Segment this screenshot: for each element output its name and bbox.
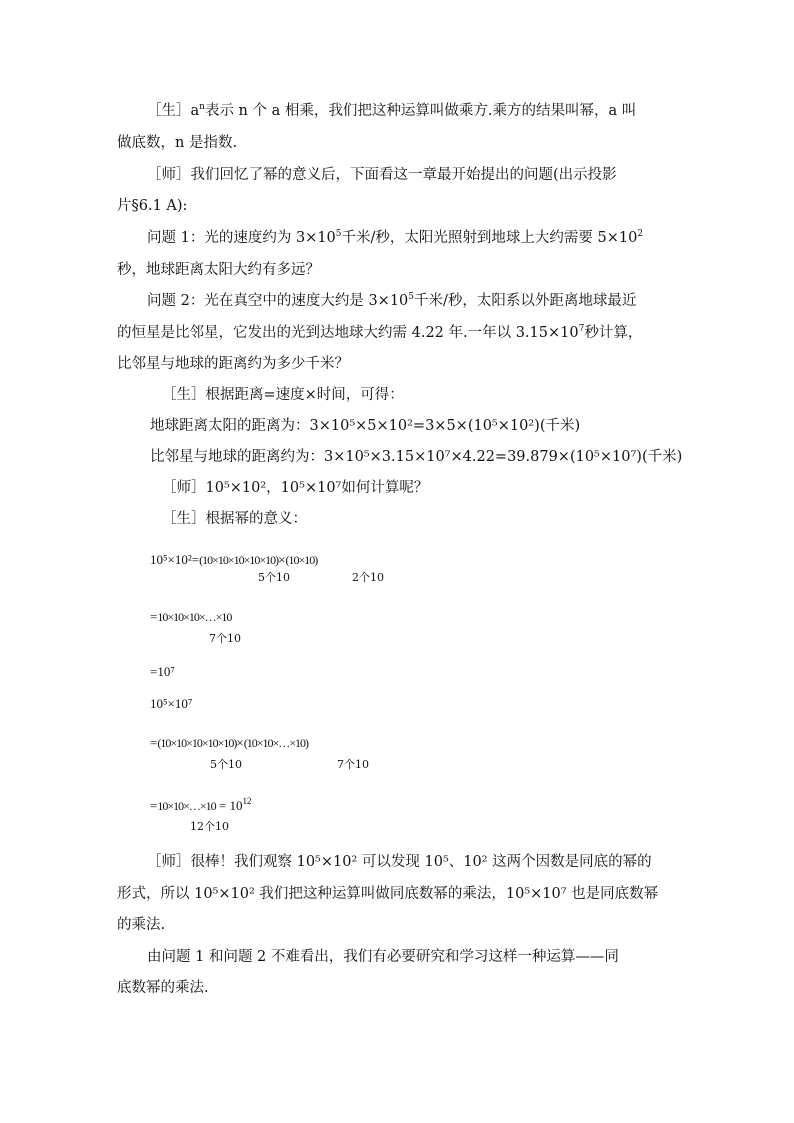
para-teacher-line2: 片§6.1 A):	[117, 198, 188, 214]
teacher-question-line: ［师］10⁵×10²，10⁵×10⁷如何计算呢？	[162, 480, 429, 496]
math-expansion-2	[150, 609, 231, 625]
superscript: 7	[578, 324, 585, 334]
superscript: 2	[637, 229, 644, 239]
math-group: 10×10×10×…×10	[157, 610, 232, 624]
math-operator: =	[150, 609, 158, 624]
math-text: 10⁵×10²=	[150, 552, 200, 567]
text-segment: ［生］a	[147, 103, 200, 119]
math-operator: ×	[236, 735, 244, 750]
math-text: = 10	[218, 798, 243, 813]
student-distance-formula: ［生］根据距离=速度×时间，可得：	[162, 387, 404, 403]
para-student-answer-line1	[147, 101, 636, 121]
superscript: 12	[242, 796, 252, 806]
math-underbrace-label: 7个10	[337, 758, 369, 771]
proxima-distance-line: 比邻星与地球的距离约为：3×10⁵×3.15×10⁷×4.22=39.879×(10⁵×10⁷)(千米)	[150, 449, 683, 465]
text-segment: 秒计算，	[584, 325, 643, 341]
math-underbrace-label: 2个10	[352, 571, 384, 584]
math-result-1: =10⁷	[150, 664, 175, 679]
para-teacher-line1: ［师］我们回忆了幂的意义后，下面看这一章最开始提出的问题(出示投影	[147, 167, 617, 183]
math-underbrace-label: 5个10	[258, 571, 290, 584]
text-segment: 千米/秒，太阳系以外距离地球最近	[414, 293, 637, 309]
math-operator: =	[150, 735, 158, 750]
math-operator: ×	[278, 552, 286, 567]
problem2-line3: 比邻星与地球的距离约为多少千米？	[117, 356, 349, 372]
superscript: n	[199, 102, 205, 112]
math-group: (10×10×…×10)	[243, 736, 309, 750]
math-group: (10×10×10×10×10)	[199, 553, 279, 567]
math-expansion-3	[150, 735, 308, 751]
text-segment: 问题 1：光的速度约为 3×10	[147, 230, 336, 246]
teacher-praise-line2: 形式，所以 10⁵×10² 我们把这种运算叫做同底数幂的乘法，10⁵×10⁷ 也是同底数幂	[117, 886, 659, 902]
math-group: 10×10×…×10	[157, 799, 216, 813]
problem2-line2	[117, 323, 642, 343]
earth-sun-distance-line: 地球距离太阳的距离为：3×10⁵×5×10²=3×5×(10⁵×10²)(千米)	[150, 418, 581, 434]
math-group: (10×10)	[285, 553, 318, 567]
teacher-praise-line1: ［师］很棒！我们观察 10⁵×10² 可以发现 10⁵、10² 这两个因数是同底的幂的	[147, 854, 652, 870]
text-segment: 问题 2：光在真空中的速度大约是 3×10	[147, 293, 409, 309]
math-underbrace-label: 7个10	[209, 632, 241, 645]
text-segment: 的恒星是比邻星，它发出的光到达地球大约需 4.22 年.一年以 3.15×10	[117, 325, 579, 341]
conclusion-line2: 底数幂的乘法.	[117, 980, 209, 996]
text-segment: 千米/秒，太阳光照射到地球上大约需要 5×10	[341, 230, 638, 246]
superscript: 5	[335, 229, 342, 239]
math-operator: =	[150, 798, 158, 813]
text-segment: 表示 n 个 a 相乘，我们把这种运算叫做乘方.乘方的结果叫幂，a 叫	[204, 103, 637, 119]
math-expansion-4	[150, 798, 252, 814]
math-group: (10×10×10×10×10)	[157, 736, 237, 750]
student-power-meaning-line: ［生］根据幂的意义：	[162, 511, 307, 527]
math-underbrace-label: 12个10	[190, 820, 229, 833]
math-expansion-1	[150, 552, 317, 568]
math-expression-2: 10⁵×10⁷	[150, 696, 193, 711]
problem1-line1	[147, 228, 643, 248]
conclusion-line1: 由问题 1 和问题 2 不难看出，我们有必要研究和学习这样一种运算——同	[147, 949, 619, 965]
superscript: 5	[408, 292, 415, 302]
para-student-answer-line2: 做底数，n 是指数.	[117, 135, 238, 151]
problem2-line1	[147, 291, 636, 311]
math-underbrace-label: 5个10	[210, 758, 242, 771]
problem1-line2: 秒，地球距离太阳大约有多远？	[117, 262, 320, 278]
teacher-praise-line3: 的乘法.	[117, 917, 166, 933]
